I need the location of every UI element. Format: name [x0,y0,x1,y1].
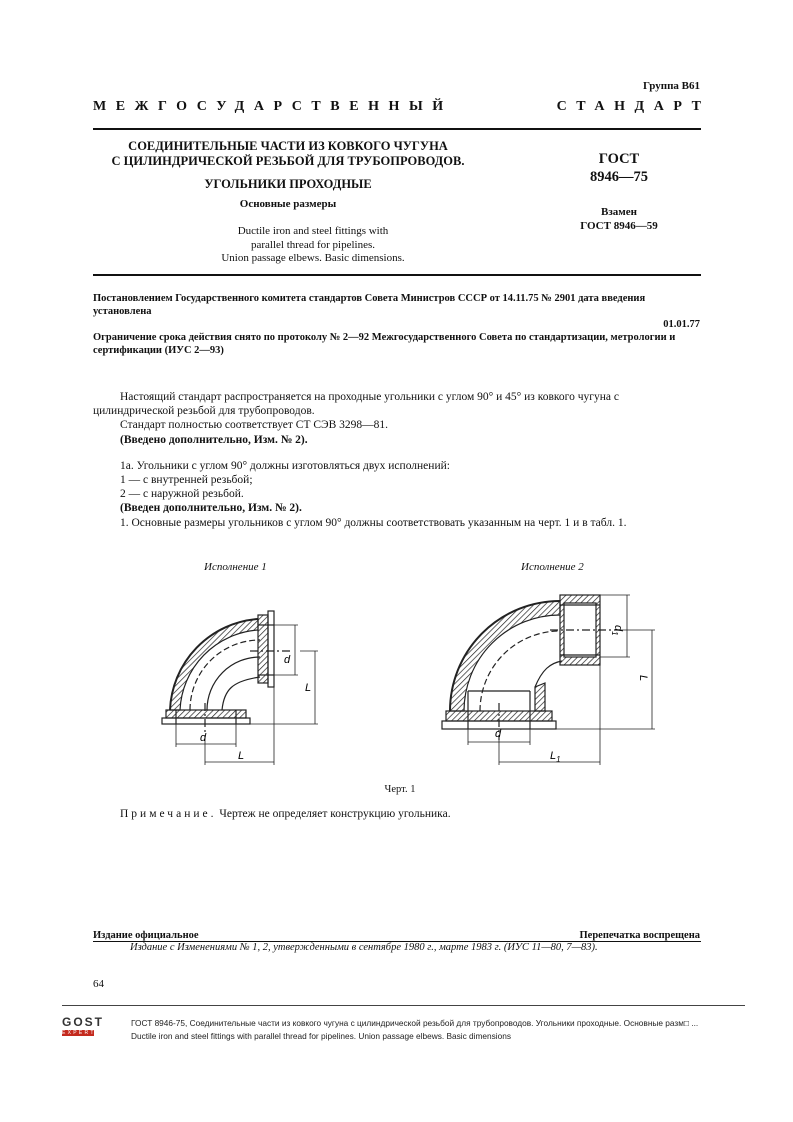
watermark-rule [62,1005,745,1006]
page-number: 64 [93,978,104,990]
decree-date: 01.01.77 [663,319,700,330]
figure-caption-variant-1: Исполнение 1 [204,561,267,573]
title-en-line-2: parallel thread for pipelines. [250,238,375,251]
dim-d1-label [610,625,624,636]
replaces-block [568,205,670,233]
standard-heading-word2: СТАНДАРТ [556,99,711,114]
logo-bottom-text: EXPERT [62,1030,96,1036]
note-text: Чертеж не определяет конструкцию угольника. [219,808,451,820]
elbow-drawing [150,575,710,780]
document-title [98,139,478,169]
note [120,808,451,820]
title-line-2: С ЦИЛИНДРИЧЕСКОЙ РЕЗЬБОЙ ДЛЯ ТРУБОПРОВОДОВ. [111,154,465,168]
dim-d1-letter: d [612,625,624,632]
top-rule [93,128,701,130]
dim-L1-letter: L [550,750,557,762]
decree-text: Постановлением Государственного комитета стандартов Совета Министров СССР от 14.11.75 № 2901 дата введения установлена [93,293,646,317]
title-bottom-rule [93,274,701,276]
dim-L1-subscript: 1 [556,755,561,764]
dim-L-vertical-2: L [637,675,649,682]
note-label: Примечание. [120,808,217,820]
title-english [168,225,458,266]
title-en-line-1: Ductile iron and steel fittings with [237,225,389,237]
title-subtitle: Основные размеры [239,198,337,210]
elbow-variant-1 [162,611,318,765]
source-doc-title-en[interactable]: Ductile iron and steel fittings with parallel thread for pipelines. Union passage elbews. Basic dimensions [131,1031,512,1041]
dim-d-horizontal-1: d [200,732,207,744]
dim-L-horizontal-1: L [238,750,245,762]
paragraph-amendment-2: (Введен дополнительно, Изм. № 2). [120,502,302,514]
standard-heading-word1: МЕЖГОСУДАРСТВЕННЫЙ [93,99,453,114]
paragraph-1: 1. Основные размеры угольников с углом 90° должны соответствовать указанным на черт. 1 и в табл. 1. [120,517,627,529]
figure-caption-variant-2: Исполнение 2 [521,561,584,573]
dim-d-vertical-1: d [284,654,291,666]
title-line-1: СОЕДИНИТЕЛЬНЫЕ ЧАСТИ ИЗ КОВКОГО ЧУГУНА [128,139,448,153]
paragraph-1a: 1а. Угольники с углом 90° должны изготовляться двух исполнений: [120,460,450,472]
paragraph-conformity: Стандарт полностью соответствует СТ СЭВ 3298—81. [120,419,389,431]
gost-number: 8946—75 [590,169,648,185]
gost-expert-logo[interactable] [62,1015,105,1036]
title-line-3: УГОЛЬНИКИ ПРОХОДНЫЕ [204,177,372,191]
official-edition-label: Издание официальное [93,930,199,941]
dim-L1-label [550,750,561,764]
dim-d1-subscript: 1 [610,631,619,636]
elbow-variant-2 [442,595,655,765]
replaces-value: ГОСТ 8946—59 [580,220,658,232]
limit-text: Ограничение срока действия снято по протоколу № 2—92 Межгосударственного Совета по стандартизации, метрологии и сертификации (ИУС 2—93) [93,332,676,356]
figure-number: Черт. 1 [384,784,416,795]
paragraph-amendment-1: (Введено дополнительно, Изм. № 2). [120,434,308,446]
gost-designation [568,150,670,186]
paragraph-variant-1: 1 — с внутренней резьбой; [120,474,253,486]
dim-d-horizontal-2: d [495,728,502,740]
dim-L-vertical-1: L [305,682,312,694]
paragraph-scope: Настоящий стандарт распространяется на проходные угольники с углом 90° и 45° из ковкого чугуна с цилиндрической резьбой для трубопроводов. [93,391,619,417]
title-en-line-3: Union passage elbews. Basic dimensions. [221,252,405,264]
replaces-label: Взамен [601,206,637,218]
gost-label: ГОСТ [598,151,640,167]
paragraph-variant-2: 2 — с наружной резьбой. [120,488,244,500]
reprint-prohibited-label: Перепечатка воспрещена [579,930,700,941]
logo-top-text: GOST [62,1015,105,1029]
group-code: Группа В61 [642,80,700,92]
source-doc-title-ru[interactable]: ГОСТ 8946-75, Соединительные части из ковкого чугуна с цилиндрической резьбой для трубопроводов. Угольники проходные. Основные разм□ ... [131,1018,699,1028]
edition-note: Издание с Изменениями № 1, 2, утвержденными в сентябре 1980 г., марте 1983 г. (ИУС 11—80, 7—83). [130,942,598,953]
